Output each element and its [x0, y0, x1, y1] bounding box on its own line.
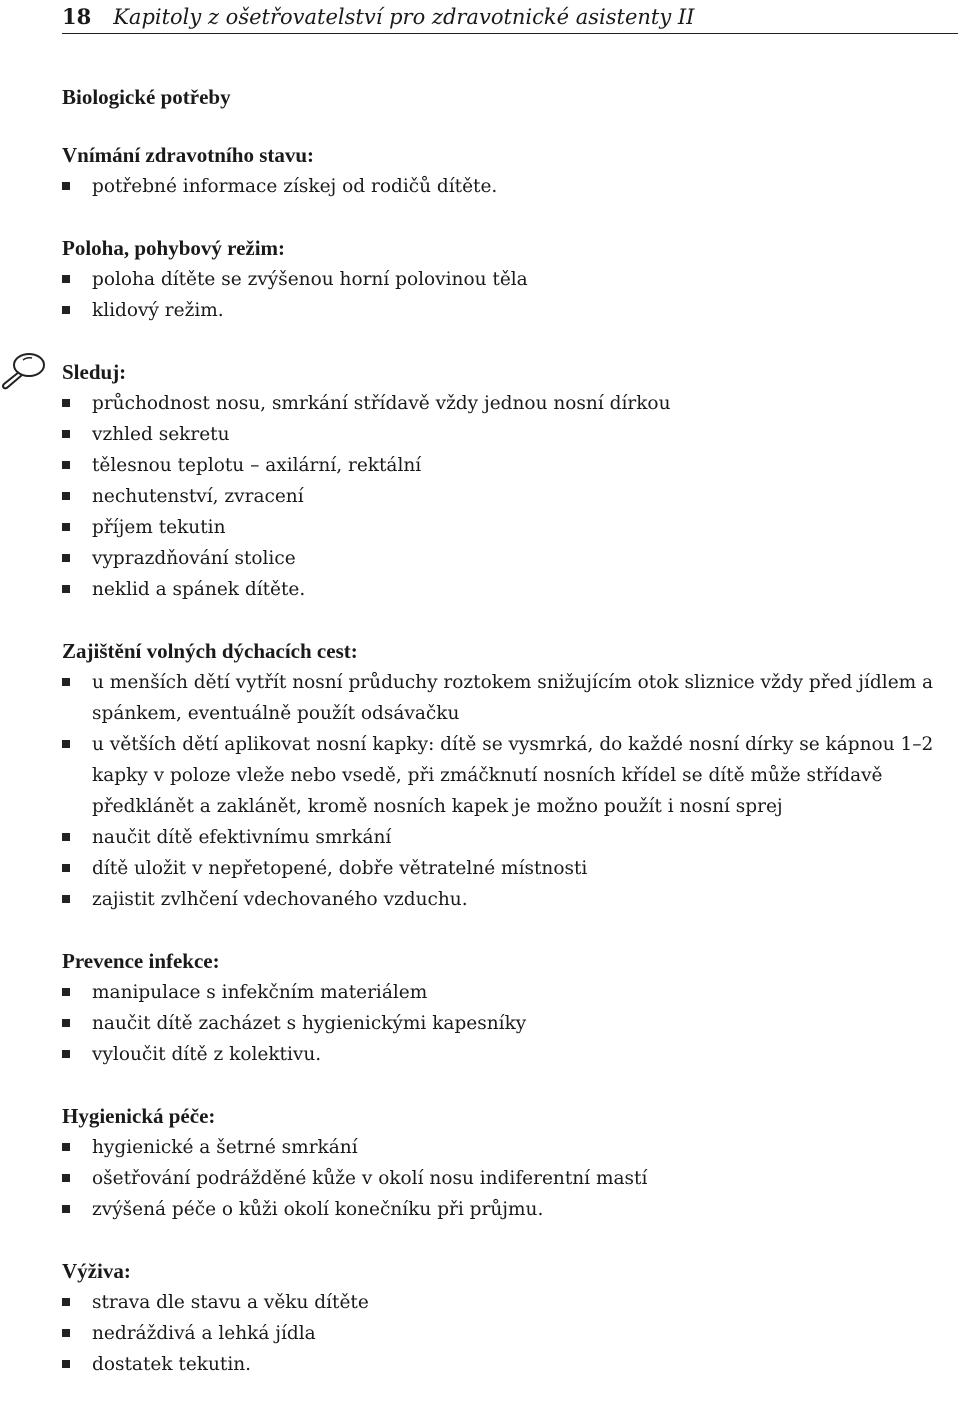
page-number: 18	[62, 4, 92, 29]
bullet-list	[62, 388, 958, 605]
bullet-list	[62, 977, 958, 1070]
list-item-text: poloha dítěte se zvýšenou horní polovinou těla	[92, 269, 528, 290]
running-title: Kapitoly z ošetřovatelství pro zdravotnické asistenty II	[113, 4, 695, 29]
bullet-list	[62, 264, 958, 326]
bullet-list	[62, 1287, 958, 1380]
list-item	[62, 1287, 958, 1318]
square-bullet-icon	[62, 864, 70, 872]
list-item	[62, 171, 958, 202]
list-item	[62, 1318, 958, 1349]
list-item	[62, 419, 958, 450]
square-bullet-icon	[62, 1205, 70, 1213]
square-bullet-icon	[62, 430, 70, 438]
list-item-text: nechutenství, zvracení	[92, 486, 304, 507]
section	[62, 140, 958, 202]
section	[62, 1256, 958, 1380]
square-bullet-icon	[62, 492, 70, 500]
page-header	[62, 0, 958, 34]
section-heading: Sleduj:	[62, 360, 127, 384]
list-item-text: naučit dítě zacházet s hygienickými kapesníky	[92, 1013, 527, 1034]
square-bullet-icon	[62, 1143, 70, 1151]
square-bullet-icon	[62, 988, 70, 996]
square-bullet-icon	[62, 585, 70, 593]
list-item-text: klidový režim.	[92, 300, 224, 321]
section-heading: Hygienická péče:	[62, 1104, 216, 1128]
list-item	[62, 822, 958, 853]
section	[62, 233, 958, 326]
square-bullet-icon	[62, 1360, 70, 1368]
page-content	[62, 82, 958, 1411]
section-heading: Prevence infekce:	[62, 949, 220, 973]
list-item	[62, 1132, 958, 1163]
magnifier-icon	[0, 350, 48, 392]
list-item-text: vyprazdňování stolice	[92, 548, 296, 569]
list-item-text: vyloučit dítě z kolektivu.	[92, 1044, 322, 1065]
square-bullet-icon	[62, 1050, 70, 1058]
section	[62, 636, 958, 915]
square-bullet-icon	[62, 895, 70, 903]
list-item	[62, 295, 958, 326]
section	[62, 946, 958, 1070]
list-item-text: zajistit zvlhčení vdechovaného vzduchu.	[92, 889, 468, 910]
square-bullet-icon	[62, 740, 70, 748]
list-item-text: vzhled sekretu	[92, 424, 230, 445]
section	[62, 357, 958, 605]
bullet-list	[62, 171, 958, 202]
list-item-text: ošetřování podrážděné kůže v okolí nosu indiferentní mastí	[92, 1168, 648, 1189]
square-bullet-icon	[62, 306, 70, 314]
square-bullet-icon	[62, 1329, 70, 1337]
list-item	[62, 264, 958, 295]
list-item-text: manipulace s infekčním materiálem	[92, 982, 428, 1003]
list-item-text: potřebné informace získej od rodičů dítěte.	[92, 176, 498, 197]
square-bullet-icon	[62, 182, 70, 190]
list-item-text: u menších dětí vytřít nosní průduchy roztokem snižujícím otok sliznice vždy před jídlem a spánkem, eventuálně použít odsávačku	[92, 672, 934, 724]
list-item	[62, 729, 958, 822]
list-item	[62, 884, 958, 915]
list-item	[62, 450, 958, 481]
list-item	[62, 1349, 958, 1380]
square-bullet-icon	[62, 1174, 70, 1182]
square-bullet-icon	[62, 461, 70, 469]
list-item-text: zvýšená péče o kůži okolí konečníku při průjmu.	[92, 1199, 544, 1220]
list-item-text: naučit dítě efektivnímu smrkání	[92, 827, 392, 848]
list-item-text: hygienické a šetrné smrkání	[92, 1137, 358, 1158]
bullet-list	[62, 667, 958, 915]
section-heading: Poloha, pohybový režim:	[62, 236, 286, 260]
list-item	[62, 512, 958, 543]
page-title: Biologické potřeby	[62, 85, 231, 109]
sections-container	[62, 140, 958, 1380]
list-item	[62, 853, 958, 884]
list-item	[62, 667, 958, 729]
square-bullet-icon	[62, 275, 70, 283]
square-bullet-icon	[62, 1019, 70, 1027]
list-item	[62, 1008, 958, 1039]
list-item	[62, 543, 958, 574]
square-bullet-icon	[62, 523, 70, 531]
list-item-text: neklid a spánek dítěte.	[92, 579, 306, 600]
list-item-text: příjem tekutin	[92, 517, 226, 538]
section	[62, 1101, 958, 1225]
list-item	[62, 1039, 958, 1070]
section-heading: Zajištění volných dýchacích cest:	[62, 639, 358, 663]
square-bullet-icon	[62, 399, 70, 407]
list-item	[62, 977, 958, 1008]
square-bullet-icon	[62, 678, 70, 686]
list-item	[62, 1194, 958, 1225]
list-item-text: dostatek tekutin.	[92, 1354, 252, 1375]
list-item-text: nedráždivá a lehká jídla	[92, 1323, 316, 1344]
list-item-text: strava dle stavu a věku dítěte	[92, 1292, 369, 1313]
section-heading: Výživa:	[62, 1259, 131, 1283]
bullet-list	[62, 1132, 958, 1225]
square-bullet-icon	[62, 833, 70, 841]
square-bullet-icon	[62, 554, 70, 562]
list-item	[62, 574, 958, 605]
section-heading: Vnímání zdravotního stavu:	[62, 143, 315, 167]
list-item	[62, 1163, 958, 1194]
square-bullet-icon	[62, 1298, 70, 1306]
list-item-text: průchodnost nosu, smrkání střídavě vždy jednou nosní dírkou	[92, 393, 671, 414]
list-item-text: tělesnou teplotu – axilární, rektální	[92, 455, 422, 476]
list-item	[62, 388, 958, 419]
list-item-text: dítě uložit v nepřetopené, dobře větratelné místnosti	[92, 858, 588, 879]
list-item	[62, 481, 958, 512]
list-item-text: u větších dětí aplikovat nosní kapky: dítě se vysmrká, do každé nosní dírky se kápnou 1–2 kapky v poloze vleže nebo vsedě, při zmáčknutí nosních křídel se dítě může střídavě předklánět a zaklánět, kromě nosních kapek je možno použít i nosní sprej	[92, 734, 934, 817]
